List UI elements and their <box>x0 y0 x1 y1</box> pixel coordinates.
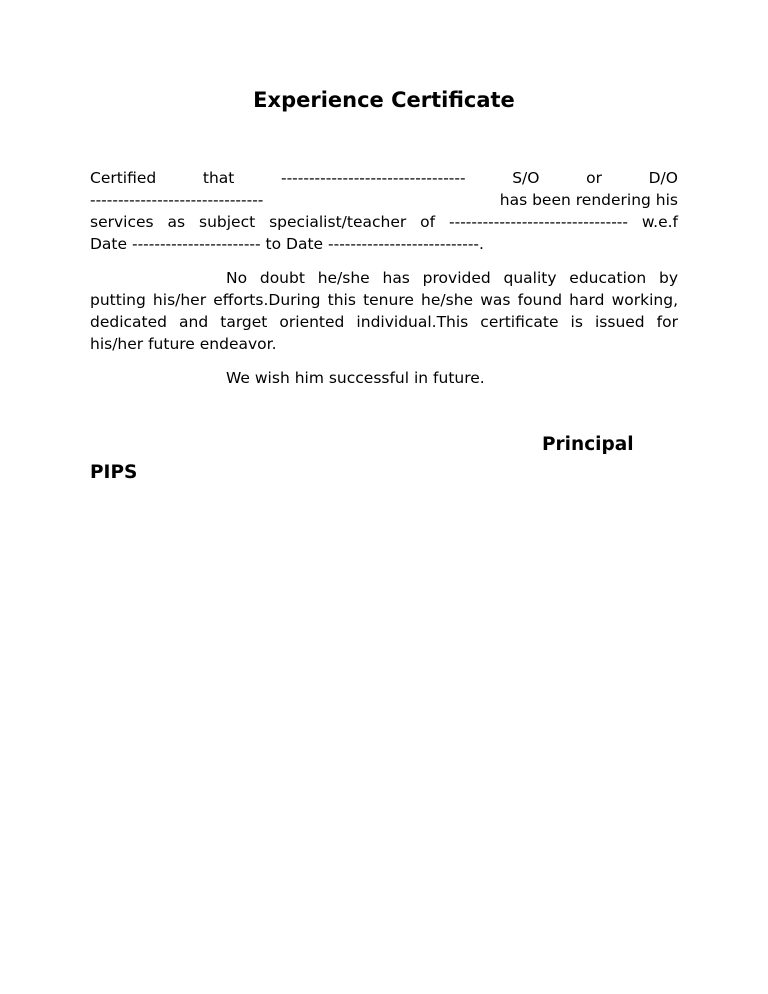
name-blank: --------------------------------- <box>281 169 466 187</box>
rendering-text: has been rendering his <box>499 191 678 209</box>
word-do: D/O <box>648 169 678 187</box>
word-so: S/O <box>512 169 540 187</box>
quality-paragraph-text: No doubt he/she has provided quality education by putting his/her efforts.During this tenure he/she was found hard working, dedicated and target oriented individual.This certificate is issued for his/her future endeavor. <box>90 269 678 353</box>
word-that: that <box>202 169 235 187</box>
wish-paragraph-text: We wish him successful in future. <box>226 369 485 387</box>
certificate-title: Experience Certificate <box>253 88 515 112</box>
wish-paragraph <box>90 367 678 389</box>
parent-name-blank: ------------------------------- <box>90 191 264 209</box>
word-or: or <box>586 169 602 187</box>
paragraph-line-1 <box>90 167 678 189</box>
signature-title: Principal <box>542 434 634 455</box>
paragraph-line-4: Date ----------------------- to Date ---------------------------. <box>90 235 484 253</box>
institution-name: PIPS <box>90 462 138 483</box>
paragraph-line-3: services as subject specialist/teacher of -------------------------------- w.e.f <box>90 213 678 231</box>
paragraph-line-2 <box>90 189 678 211</box>
certification-paragraph <box>90 167 678 255</box>
quality-paragraph <box>90 267 678 355</box>
word-certified: Certified <box>90 169 157 187</box>
